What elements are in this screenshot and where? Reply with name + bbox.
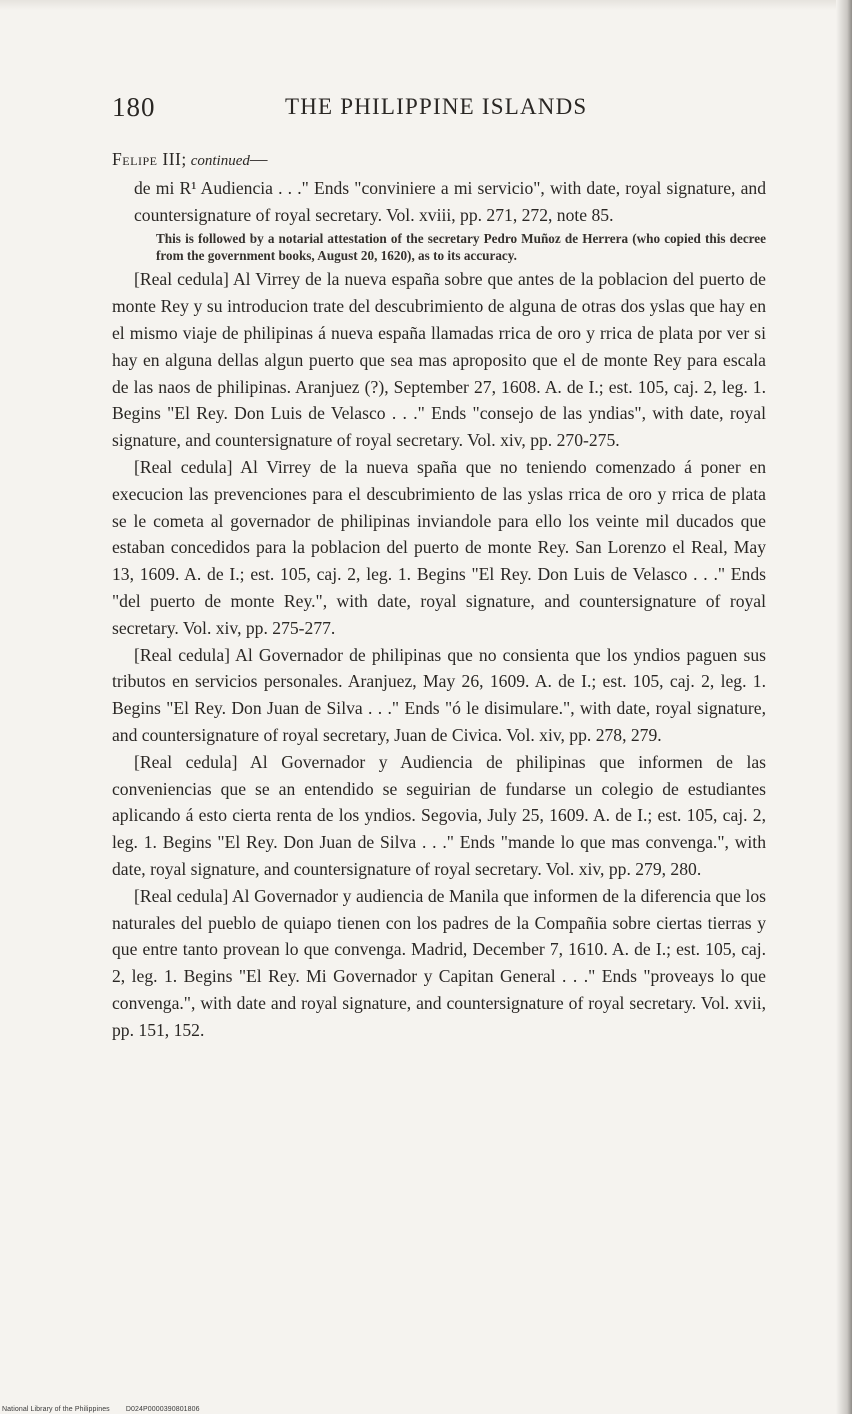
entry-note: This is followed by a notarial attestation of the secretary Pedro Muñoz de Herrera (who copied this decree from the government books, August 20, 1620), as to its accuracy. — [156, 231, 766, 264]
entry-text: de mi R¹ Audiencia . . ." Ends "conviniere a mi servicio", with date, royal signature, and countersignature of royal secretary. Vol. xviii, pp. 271, 272, note 85. — [134, 177, 766, 225]
section-heading: Felipe III; continued— — [112, 149, 268, 169]
page-number: 180 — [112, 92, 156, 122]
continued-label: continued — [190, 153, 250, 169]
page-header — [110, 92, 760, 132]
entry-text: [Real cedula] Al Governador de philipinas que no consienta que los yndios paguen sus tributos en servicios personales. Aranjuez, May 26, 1609. A. de I.; est. 105, caj. 2, leg. 1. Begins "El Rey. Don Juan de Silva . . ." Ends "ó le disimulare.", with date, royal signature, and countersignature of royal secretary, Juan de Civica. Vol. xiv, pp. 278, 279. — [112, 644, 766, 745]
scan-footer — [2, 1406, 214, 1413]
entry-text: [Real cedula] Al Governador y Audiencia de philipinas que informen de las conveniencias que se an entendido se seguirian de fundarse un colegio de estudiantes aplicando á esto cierta renta de los yndios. Segovia, July 25, 1609. A. de I.; est. 105, caj. 2, leg. 1. Begins "El Rey. Don Juan de Silva . . ." Ends "mande lo que mas convenga.", with date, royal signature, and countersignature of royal secretary. Vol. xiv, pp. 279, 280. — [112, 751, 766, 879]
entry-text: [Real cedula] Al Virrey de la nueva españa sobre que antes de la poblacion del puerto de monte Rey y su introducion trate del descubrimiento de alguna de otras dos yslas que hay en el mismo viaje de philipinas á nueva españa llamadas rrica de oro y rrica de plata por ver si hay en alguna dellas algun puerto que sea mas aproposito que el de monte Rey para escala de las naos de philipinas. Aranjuez (?), September 27, 1608. A. de I.; est. 105, caj. 2, leg. 1. Begins "El Rey. Don Luis de Velasco . . ." Ends "consejo de las yndias", with date, royal signature, and countersignature of royal secretary. Vol. xiv, pp. 270-275. — [112, 269, 766, 451]
page-body — [112, 146, 766, 1044]
footer-code: D024P0000390801806 — [125, 1406, 200, 1413]
section-name: Felipe III — [112, 149, 182, 169]
page-edge-top — [0, 0, 852, 10]
footer-library: National Library of the Philippines — [2, 1406, 110, 1413]
entry-text: [Real cedula] Al Governador y audiencia de Manila que informen de la diferencia que los naturales del pueblo de quiapo tienen con los padres de la Compañia sobre ciertas tierras y que entre tanto provean lo que convenga. Madrid, December 7, 1610. A. de I.; est. 105, caj. 2, leg. 1. Begins "El Rey. Mi Governador y Capitan General . . ." Ends "proveays lo que convenga.", with date and royal signature, and countersignature of royal secretary. Vol. xvii, pp. 151, 152. — [112, 885, 766, 1040]
page-edge-right — [836, 0, 852, 1414]
running-title: THE PHILIPPINE ISLANDS — [285, 94, 588, 119]
entry-text: [Real cedula] Al Virrey de la nueva spaña que no teniendo comenzado á poner en execucion las prevenciones para el descubrimiento de las yslas rrica de oro y rrica de plata se le cometa al governador de philipinas inviandole para ello los veinte mil ducados que estaban concedidos para la poblacion del puerto de monte Rey. San Lorenzo el Real, May 13, 1609. A. de I.; est. 105, caj. 2, leg. 1. Begins "El Rey. Don Luis de Velasco . . ." Ends "del puerto de monte Rey.", with date, royal signature, and countersignature of royal secretary. Vol. xiv, pp. 275-277. — [112, 456, 766, 638]
